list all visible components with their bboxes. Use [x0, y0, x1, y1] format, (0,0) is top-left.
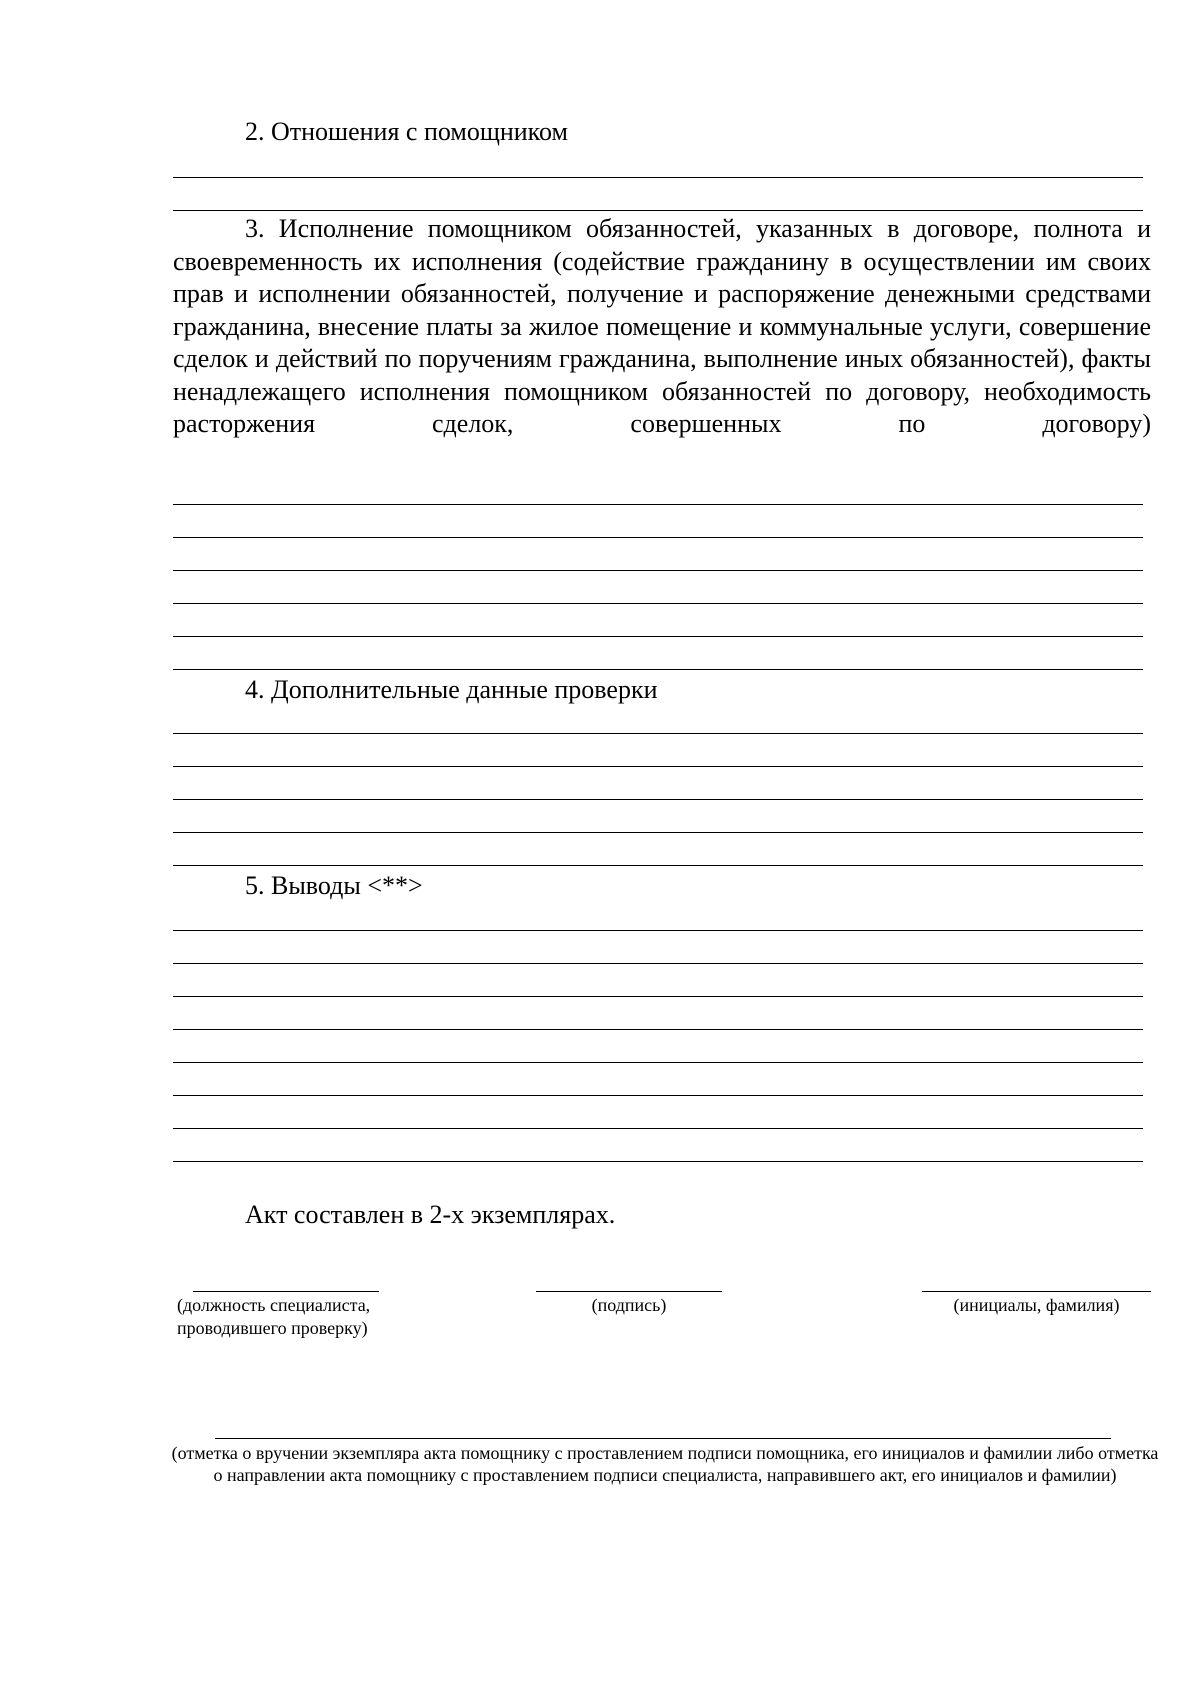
fill-line [173, 799, 1143, 800]
fill-line [173, 210, 1143, 211]
fill-line [173, 570, 1143, 571]
fill-line [173, 669, 1143, 670]
fill-line [173, 963, 1143, 964]
fill-line [173, 1062, 1143, 1063]
closing-statement: Акт составлен в 2-х экземплярах. [245, 1200, 616, 1229]
fill-line [173, 930, 1143, 931]
signature-caption: (подпись) [591, 1295, 667, 1315]
fill-line [173, 832, 1143, 833]
signature-line [536, 1291, 722, 1292]
section-3-text: 3. Исполнение помощником обязанностей, указанных в договоре, полнота и своевременность их исполнения (содействие гражданину в осуществлении им своих прав и исполнении обязанностей, получение и распоряжение денежными средствами гражданина, внесение платы за жилое помещение и коммунальные услуги, совершение сделок и действий по поручениям гражданина, выполнение иных обязанностей), факты ненадлежащего исполнения помощником обязанностей по договору, необходимость расторжения сделок, совершенных по договору) [173, 214, 1151, 438]
fill-line [173, 1161, 1143, 1162]
fill-line [173, 636, 1143, 637]
position-caption: (должность специалиста, проводившего проверку) [177, 1295, 371, 1338]
fill-line [173, 996, 1143, 997]
fill-line [173, 1128, 1143, 1129]
section-3-paragraph [173, 213, 1151, 441]
section-2-title: 2. Отношения с помощником [245, 117, 568, 146]
fill-line [173, 865, 1143, 866]
fill-line [173, 766, 1143, 767]
fill-line [173, 603, 1143, 604]
fill-line [173, 537, 1143, 538]
fill-line [173, 177, 1143, 178]
delivery-note-line [215, 1438, 1111, 1439]
name-signature-line [922, 1291, 1151, 1292]
fill-line [173, 733, 1143, 734]
section-5-title: 5. Выводы <**> [245, 871, 423, 900]
name-caption: (инициалы, фамилия) [953, 1295, 1120, 1315]
delivery-note: (отметка о вручении экземпляра акта помощнику с проставлением подписи помощника, его инициалов и фамилии либо отметка о направлении акта помощнику с проставлением подписи специалиста, направившего акт, его инициалов и фамилии) [171, 1443, 1159, 1485]
fill-line [173, 1095, 1143, 1096]
position-signature-line [193, 1291, 379, 1292]
fill-line [173, 1029, 1143, 1030]
section-4-title: 4. Дополнительные данные проверки [245, 675, 658, 704]
fill-line [173, 504, 1143, 505]
